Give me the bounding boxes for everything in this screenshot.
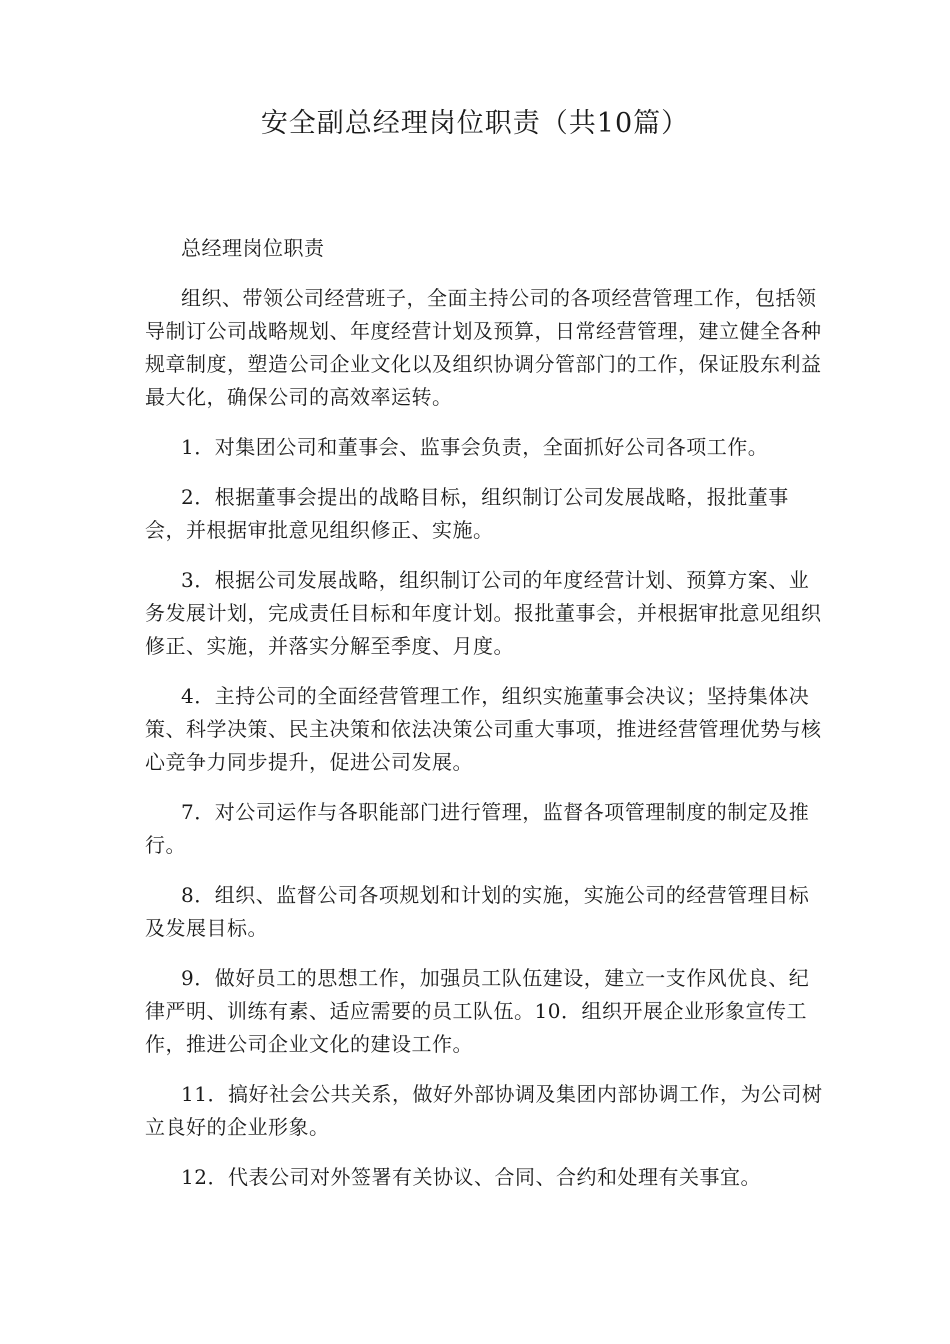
duty-item-12: 12．代表公司对外签署有关协议、合同、合约和处理有关事宜。 xyxy=(181,1165,761,1189)
intro-paragraph: 组织、带领公司经营班子，全面主持公司的各项经营管理工作，包括领导制订公司战略规划、年度经营计划及预算，日常经营管理，建立健全各种规章制度，塑造公司企业文化以及组织协调分管部门的工作，保证股东利益最大化，确保公司的高效率运转。 xyxy=(145,286,822,409)
duty-item-4: 4．主持公司的全面经营管理工作，组织实施董事会决议；坚持集体决策、科学决策、民主决策和依法决策公司重大事项，推进经营管理优势与核心竞争力同步提升，促进公司发展。 xyxy=(145,684,822,774)
duty-item-2: 2．根据董事会提出的战略目标，组织制订公司发展战略，报批董事会，并根据审批意见组织修正、实施。 xyxy=(145,485,789,542)
duty-item-9-10: 9．做好员工的思想工作，加强员工队伍建设，建立一支作风优良、纪律严明、训练有素、适应需要的员工队伍。10．组织开展企业形象宣传工作，推进公司企业文化的建设工作。 xyxy=(145,966,810,1056)
section-heading: 总经理岗位职责 xyxy=(181,236,325,260)
document-title: 安全副总经理岗位职责（共10篇） xyxy=(260,108,690,139)
duty-item-8: 8．组织、监督公司各项规划和计划的实施，实施公司的经营管理目标及发展目标。 xyxy=(145,883,810,940)
duty-item-11: 11．搞好社会公共关系，做好外部协调及集团内部协调工作，为公司树立良好的企业形象。 xyxy=(145,1082,823,1139)
document-body xyxy=(145,232,825,1211)
duty-item-3: 3．根据公司发展战略，组织制订公司的年度经营计划、预算方案、业务发展计划，完成责任目标和年度计划。报批董事会，并根据审批意见组织修正、实施，并落实分解至季度、月度。 xyxy=(145,568,822,658)
duty-item-1: 1．对集团公司和董事会、监事会负责，全面抓好公司各项工作。 xyxy=(181,435,769,459)
duty-item-7: 7．对公司运作与各职能部门进行管理，监督各项管理制度的制定及推行。 xyxy=(145,800,810,857)
